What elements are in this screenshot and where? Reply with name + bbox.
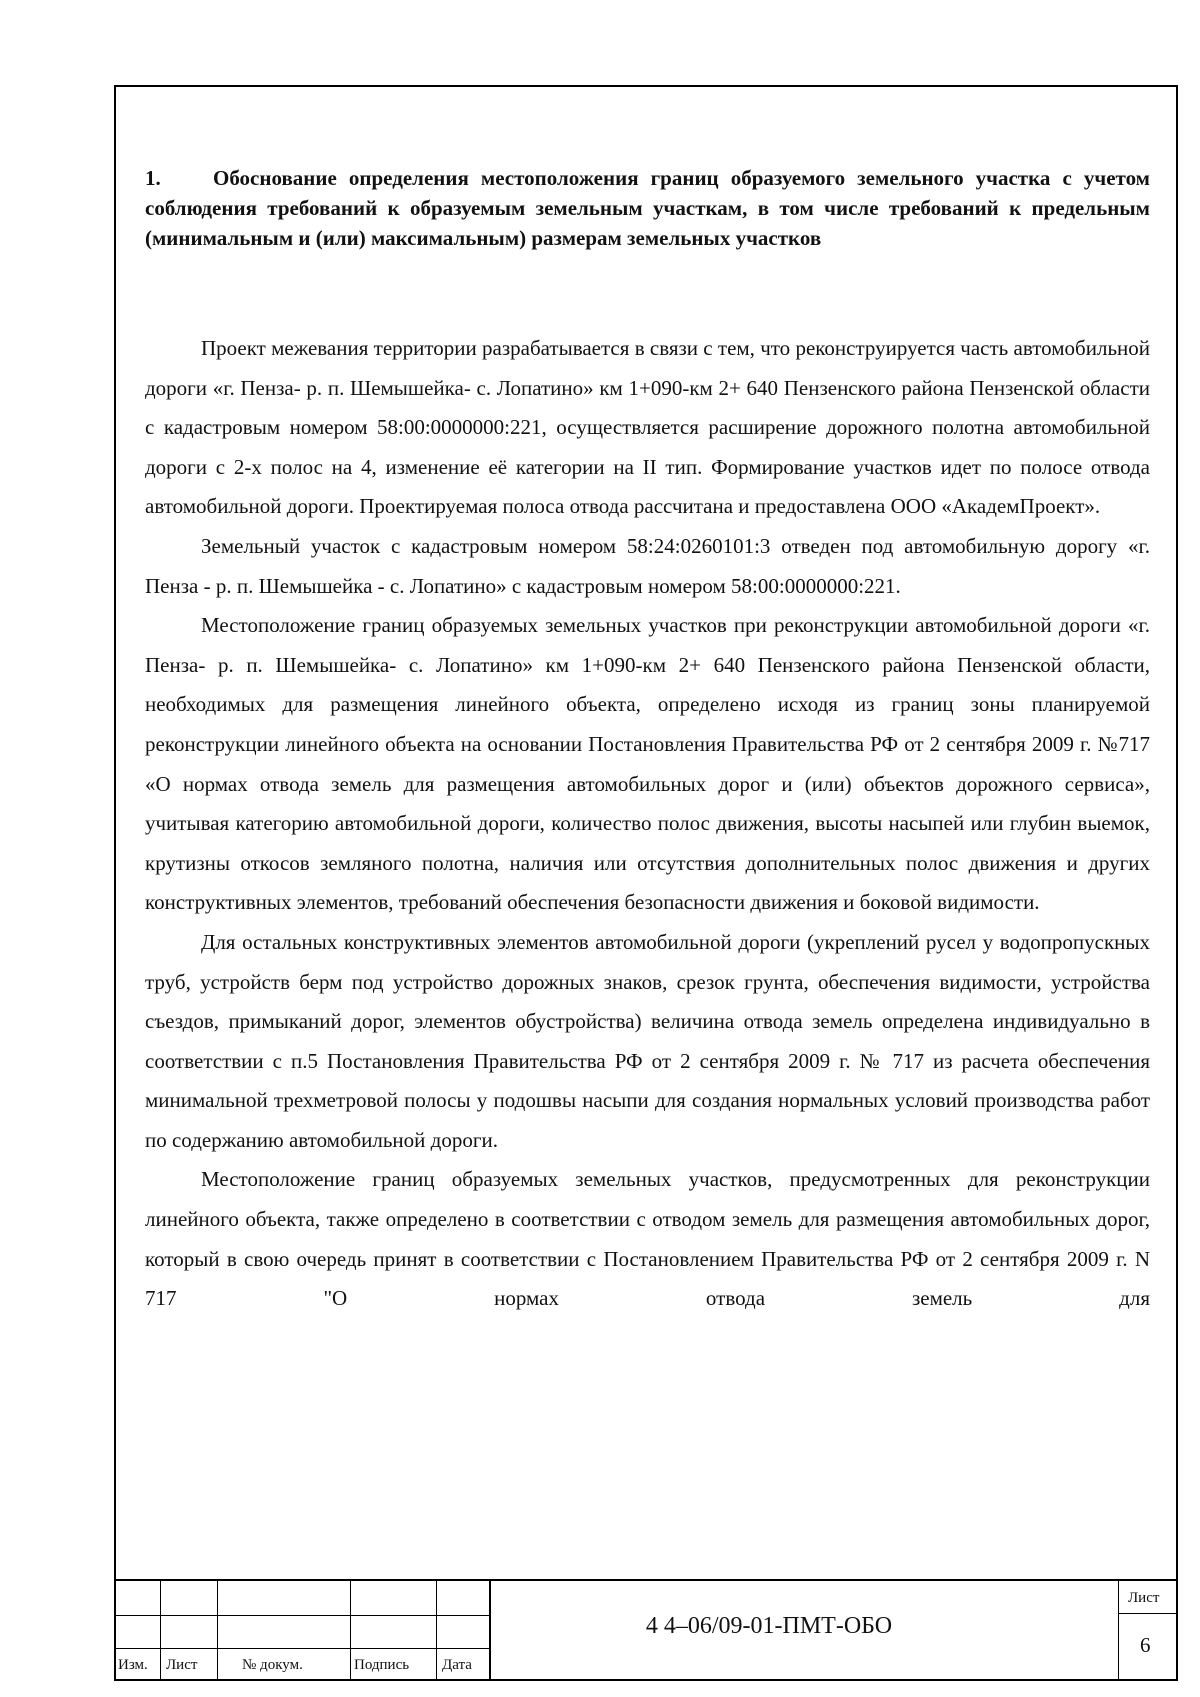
paragraph-4: Для остальных конструктивных элементов автомобильной дороги (укреплений русел у водопропускных труб, устройств берм под устройство дорожных знаков, срезок грунта, обеспечения видимости, устройства съездов, примыканий дорог, элементов обустройства) величина отвода земель определена индивидуально в соответствии с п.5 Постановления Правительства РФ от 2 сентября 2009 г. № 717 из расчета обеспечения минимальной трехметровой полосы у подошвы насыпи для создания нормальных условий производства работ по содержанию автомобильной дороги. — [145, 929, 1150, 1152]
col-label-date: Дата — [442, 1657, 472, 1673]
sheet-label: Лист — [1128, 1590, 1160, 1606]
paragraph-3: Местоположение границ образуемых земельных участков при реконструкции автомобильной дороги «г. Пенза- р. п. Шемышейка- с. Лопатино» км 1+090-км 2+ 640 Пензенского района Пензенской области, необходимых для размещения линейного объекта, определено исходя из границ зоны планируемой реконструкции линейного объекта на основании Постановления Правительства РФ от 2 сентября 2009 г. №717 «О нормах отвода земель для размещения автомобильных дорог и (или) объектов дорожного сервиса», учитывая категорию автомобильной дороги, количество полос движения, высоты насыпей или глубин выемок, крутизны откосов земляного полотна, наличия или отсутствия дополнительных полос движения и других конструктивных элементов, требований обеспечения безопасности движения и боковой видимости. — [145, 613, 1150, 915]
document-code: 4 4–06/09-01-ПМТ-ОБО — [645, 1613, 893, 1639]
col-label-signature: Подпись — [354, 1657, 410, 1673]
title-block — [114, 1579, 1178, 1681]
sheet-number: 6 — [1140, 1633, 1151, 1657]
paragraph-2: Земельный участок с кадастровым номером 58:24:0260101:3 отведен под автомобильную дорогу «г. Пенза - р. п. Шемышейка - с. Лопатино» с кадастровым номером 58:00:0000000:221. — [145, 533, 1150, 598]
col-label-doc-number: № докум. — [242, 1657, 303, 1673]
section-heading — [145, 163, 1150, 253]
body-text — [145, 329, 1150, 1319]
col-label-sheet: Лист — [166, 1657, 198, 1673]
paragraph-1: Проект межевания территории разрабатывается в связи с тем, что реконструируется часть автомобильной дороги «г. Пенза- р. п. Шемышейка- с. Лопатино» км 1+090-км 2+ 640 Пензенского района Пензенской области с кадастровым номером 58:00:0000000:221, осуществляется расширение дорожного полотна автомобильной дороги с 2-х полос на 4, изменение её категории на II тип. Формирование участков идет по полосе отвода автомобильной дороги. Проектируемая полоса отвода рассчитана и предоставлена ООО «АкадемПроект». — [145, 336, 1150, 519]
paragraph-5: Местоположение границ образуемых земельных участков, предусмотренных для реконструкции линейного объекта, также определено в соответствии с отводом земель для размещения автомобильных дорог, который в свою очередь принят в соответствии с Постановлением Правительства РФ от 2 сентября 2009 г. N 717 "О нормах отвода земель для — [145, 1167, 1150, 1311]
section-title: Обоснование определения местоположения границ образуемого земельного участка с учетом соблюдения требований к образуемым земельным участкам, в том числе требований к предельным (минимальным и (или) максимальным) размерам земельных участков — [145, 166, 1150, 250]
section-number: 1. — [145, 166, 161, 190]
col-label-change: Изм. — [118, 1657, 148, 1673]
